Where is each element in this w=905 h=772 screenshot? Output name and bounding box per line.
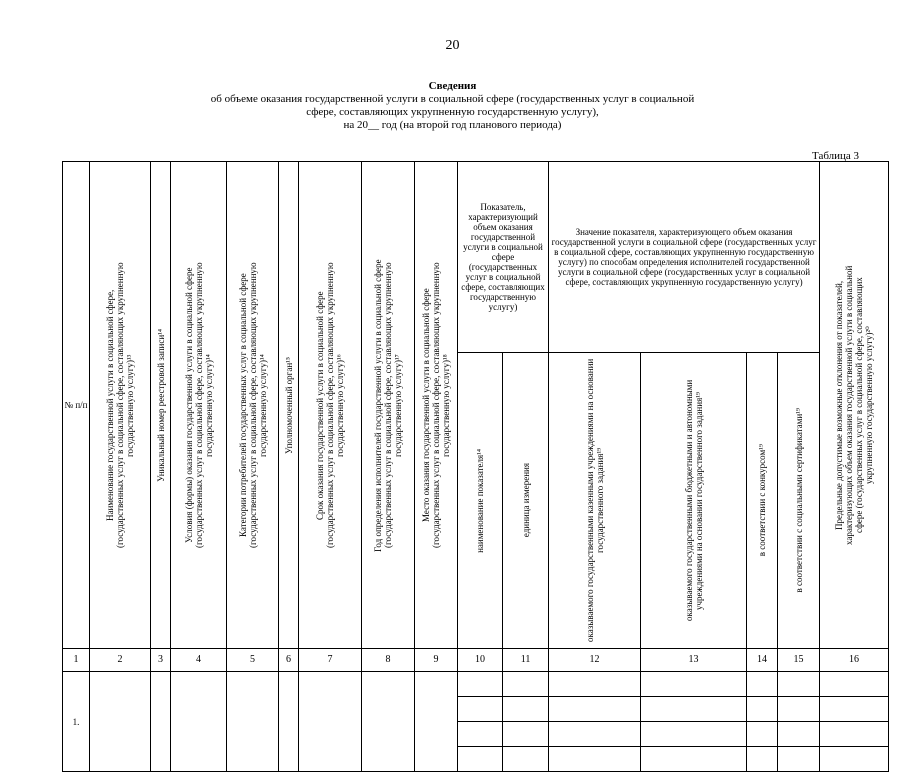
table-cell	[820, 747, 889, 772]
header-place	[415, 162, 458, 649]
header-indicator	[458, 162, 549, 353]
table-cell	[641, 722, 747, 747]
table-cell	[227, 672, 279, 772]
header-service-name	[90, 162, 151, 649]
table-cell	[503, 747, 549, 772]
table-cell	[151, 672, 171, 772]
header-budget-institutions-text: оказываемого государственными бюджетными и автономными учреждениями на основании государственного задания¹⁹	[683, 379, 704, 622]
column-number: 16	[820, 649, 889, 672]
table-cell	[362, 672, 415, 772]
table-cell	[778, 697, 820, 722]
header-service-name-text: Наименование государственной услуги в социальной сфере, (государственных услуг в социальной сфере, составляющих укрупненную государственную услугу)¹³	[105, 262, 135, 548]
table-row	[63, 672, 889, 697]
table-cell	[549, 672, 641, 697]
header-state-institutions	[549, 353, 641, 649]
column-number: 2	[90, 649, 151, 672]
table-cell	[503, 672, 549, 697]
table-cell	[503, 697, 549, 722]
header-row-number	[63, 162, 90, 649]
column-number: 6	[279, 649, 299, 672]
column-number: 4	[171, 649, 227, 672]
header-competition-text: в соответствии с конкурсом¹⁹	[757, 444, 768, 557]
table-cell	[641, 672, 747, 697]
column-number: 12	[549, 649, 641, 672]
header-consumer-categories	[227, 162, 279, 649]
column-number: 9	[415, 649, 458, 672]
header-year-determination	[362, 162, 415, 649]
column-number: 8	[362, 649, 415, 672]
column-number: 10	[458, 649, 503, 672]
table-cell	[747, 747, 778, 772]
title-heading: Сведения	[428, 80, 477, 92]
header-conditions-text: Условия (формы) оказания государственной услуги в социальной сфере (государственных услуг в социальной сфере, составляющих укрупненную государственную услугу)¹⁴	[183, 262, 214, 548]
table-cell	[299, 672, 362, 772]
header-competition	[747, 353, 778, 649]
table-cell	[279, 672, 299, 772]
header-deviations-text: Предельные допустимые возможные отклонения от показателей, характеризующих объем оказания государственной услуги в социальной сфере (государственных услуг в социальной сфере, составляющих укрупненную государственную услугу)²⁰	[834, 265, 875, 545]
column-number: 14	[747, 649, 778, 672]
column-number-row	[63, 649, 889, 672]
column-number: 7	[299, 649, 362, 672]
document-title	[140, 80, 765, 132]
header-year-determination-text: Год определения исполнителей государственной услуги в социальной сфере (государственных услуг в социальной сфере, составляющих укрупненную государственную услугу)¹⁷	[373, 258, 403, 552]
header-term	[299, 162, 362, 649]
table-cell	[458, 747, 503, 772]
header-indicator-value-text: Значение показателя, характеризующего объем оказания государственной услуги в социальной сфере (государственных услуг в социальной сфере, составляющих укрупненную государственную услугу) по способам определения исполнителей государственной услуги в социальной сфере (государственных услуг в социальной сфере, составляющих укрупненную государственную услугу)	[551, 227, 817, 287]
header-certificates	[778, 353, 820, 649]
header-deviations	[820, 162, 889, 649]
header-budget-institutions	[641, 353, 747, 649]
page-number: 20	[445, 38, 460, 53]
header-indicator-name	[458, 353, 503, 649]
table-cell	[820, 722, 889, 747]
column-number: 13	[641, 649, 747, 672]
header-indicator-text: Показатель, характеризующий объем оказания государственной услуги в социальной сфере (государственных услуг в социальной сфере, составляющих государственную услугу)	[461, 202, 545, 312]
row-label: 1.	[63, 672, 90, 772]
header-unit	[503, 353, 549, 649]
table-cell	[820, 672, 889, 697]
table-cell	[458, 672, 503, 697]
table-cell	[778, 722, 820, 747]
header-term-text: Срок оказания государственной услуги в социальной сфере (государственных услуг в социальной сфере, составляющих укрупненную государственную услугу)¹⁶	[315, 262, 345, 548]
header-registry-number-text: Уникальный номер реестровой записи¹⁴	[155, 328, 166, 482]
table-cell	[778, 747, 820, 772]
column-number: 1	[63, 649, 90, 672]
title-line-4: на 20__ год (на второй год планового периода)	[343, 119, 562, 131]
table-cell	[747, 722, 778, 747]
header-indicator-value	[549, 162, 820, 353]
header-state-institutions-text: оказываемого государственными казенными учреждениями на основании государственного задания¹⁹	[584, 358, 605, 643]
table-cell	[641, 697, 747, 722]
table-cell	[641, 747, 747, 772]
header-unit-text: единица измерения	[520, 463, 531, 538]
column-number: 15	[778, 649, 820, 672]
table-label: Таблица 3	[812, 150, 860, 162]
table-cell	[747, 672, 778, 697]
column-number: 5	[227, 649, 279, 672]
table-cell	[549, 722, 641, 747]
table-cell	[503, 722, 549, 747]
header-conditions	[171, 162, 227, 649]
header-row-number-text: № п/п	[64, 400, 88, 410]
table-cell	[778, 672, 820, 697]
volume-table	[62, 161, 889, 772]
table-cell	[820, 697, 889, 722]
table-cell	[747, 697, 778, 722]
column-number: 11	[503, 649, 549, 672]
header-consumer-categories-text: Категории потребителей государственных услуг в социальной сфере (государственных услуг в социальной сфере, составляющих укрупненную государственную услугу)¹⁴	[237, 262, 268, 548]
table-cell	[171, 672, 227, 772]
header-indicator-name-text: наименование показателя¹⁴	[475, 448, 485, 553]
column-number: 3	[151, 649, 171, 672]
table-cell	[458, 697, 503, 722]
title-line-3: сфере, составляющих укрупненную государственную услугу),	[306, 106, 599, 118]
title-line-2: об объеме оказания государственной услуги в социальной сфере (государственных услуг в социальной	[210, 93, 695, 105]
table-cell	[415, 672, 458, 772]
header-registry-number	[151, 162, 171, 649]
table-cell	[549, 747, 641, 772]
table-cell	[90, 672, 151, 772]
header-certificates-text: в соответствии с социальными сертификатами¹⁹	[793, 408, 804, 593]
table-cell	[549, 697, 641, 722]
table-cell	[458, 722, 503, 747]
header-authorized-body-text: Уполномоченный орган¹⁵	[283, 356, 294, 454]
header-authorized-body	[279, 162, 299, 649]
header-place-text: Место оказания государственной услуги в социальной сфере (государственных услуг в социальной сфере, составляющих укрупненную государственную услугу)¹⁸	[421, 262, 451, 548]
